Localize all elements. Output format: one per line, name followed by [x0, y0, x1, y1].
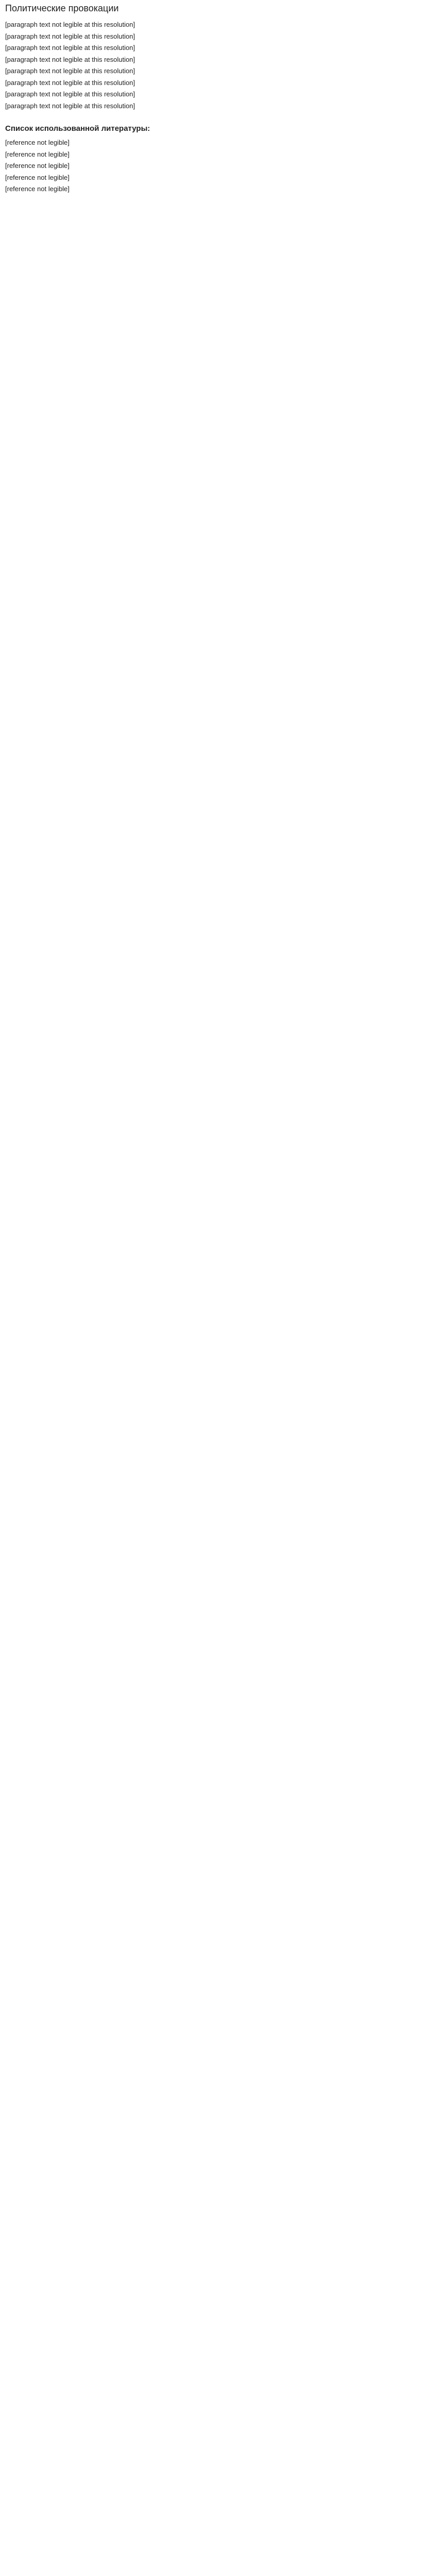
paragraph: [paragraph text not legible at this resolution]: [5, 101, 135, 110]
paragraph: [paragraph text not legible at this resolution]: [5, 55, 135, 63]
reference-item: [reference not legible]: [5, 150, 70, 158]
paragraph: [paragraph text not legible at this resolution]: [5, 78, 135, 87]
paragraph: [paragraph text not legible at this resolution]: [5, 90, 135, 98]
reference-item: [reference not legible]: [5, 162, 70, 170]
paragraph: [paragraph text not legible at this resolution]: [5, 21, 135, 28]
references-list: [5, 137, 431, 195]
reference-item: [reference not legible]: [5, 173, 70, 181]
document-body: [5, 19, 431, 112]
paragraph: [paragraph text not legible at this resolution]: [5, 32, 135, 40]
document-title: Политические провокации: [5, 3, 119, 13]
paragraph: [paragraph text not legible at this resolution]: [5, 67, 135, 75]
paragraph: [paragraph text not legible at this resolution]: [5, 44, 135, 52]
reference-item: [reference not legible]: [5, 139, 70, 146]
reference-item: [reference not legible]: [5, 185, 70, 193]
references-title: Список использованной литературы:: [5, 124, 150, 133]
